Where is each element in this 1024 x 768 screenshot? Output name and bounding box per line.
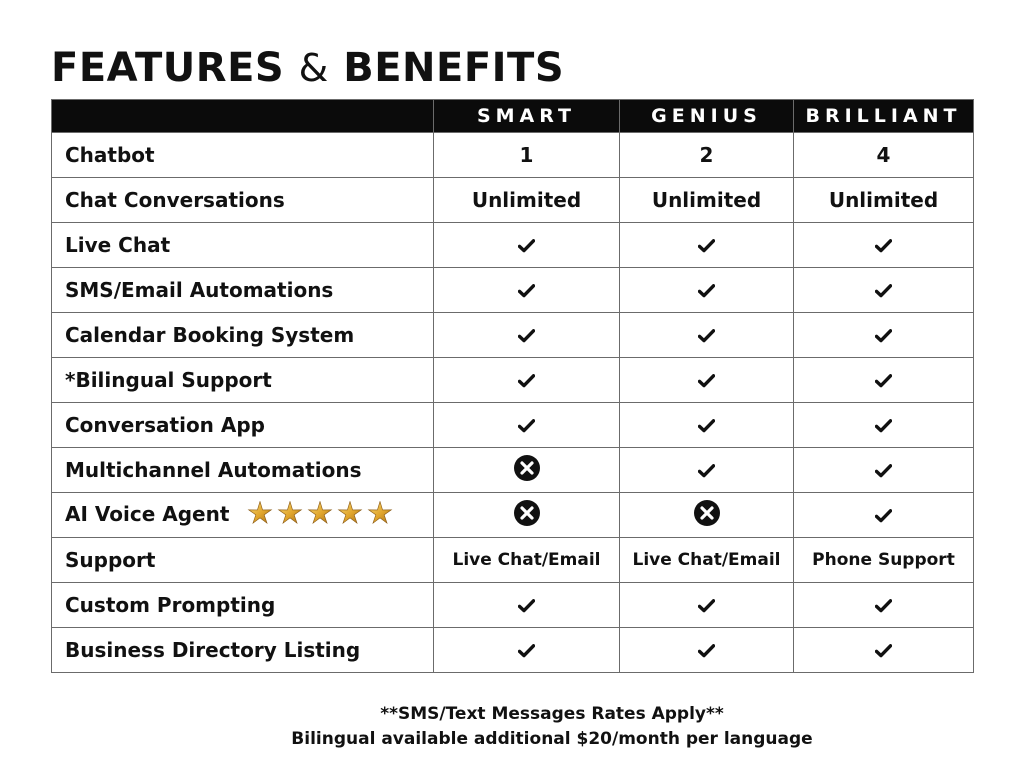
footnotes	[0, 702, 1024, 752]
value-cell-brilliant	[794, 493, 974, 538]
feature-label: Support	[65, 548, 156, 572]
table-row	[52, 358, 974, 403]
value-cell-brilliant	[794, 268, 974, 313]
table-row	[52, 538, 974, 583]
header-row	[52, 100, 974, 133]
value-cell-smart	[434, 178, 620, 223]
table-row	[52, 178, 974, 223]
value-cell-genius	[620, 223, 794, 268]
feature-cell	[52, 583, 434, 628]
table-row	[52, 628, 974, 673]
table-row	[52, 268, 974, 313]
value-cell-smart	[434, 223, 620, 268]
value-cell-smart	[434, 583, 620, 628]
column-header-smart: SMART	[434, 100, 620, 133]
feature-cell	[52, 538, 434, 583]
table-row	[52, 493, 974, 538]
features-table	[51, 99, 974, 673]
value-cell-smart	[434, 493, 620, 538]
value-cell-genius	[620, 178, 794, 223]
x-circle-icon	[513, 454, 541, 487]
checkmark-icon	[875, 369, 892, 393]
value-cell-smart	[434, 358, 620, 403]
checkmark-icon	[875, 639, 892, 663]
table-row	[52, 133, 974, 178]
feature-cell	[52, 223, 434, 268]
checkmark-icon	[875, 504, 892, 528]
value-cell-genius	[620, 358, 794, 403]
value-cell-genius	[620, 313, 794, 358]
title-benefits: BENEFITS	[343, 45, 565, 91]
footnote-sms-rates: **SMS/Text Messages Rates Apply**	[380, 704, 724, 724]
gold-star-icon	[307, 500, 337, 524]
column-header-brilliant: BRILLIANT	[794, 100, 974, 133]
table-row	[52, 223, 974, 268]
gold-star-icon	[247, 500, 277, 524]
gold-star-icon	[337, 500, 367, 524]
checkmark-icon	[698, 279, 715, 303]
feature-cell	[52, 133, 434, 178]
value-cell-smart	[434, 448, 620, 493]
feature-cell	[52, 628, 434, 673]
checkmark-icon	[698, 324, 715, 348]
value-cell-genius	[620, 583, 794, 628]
value-cell-brilliant	[794, 358, 974, 403]
feature-cell	[52, 178, 434, 223]
table-body	[52, 133, 974, 673]
value-text: Live Chat/Email	[452, 550, 601, 570]
value-text: Unlimited	[471, 188, 582, 212]
value-text: 4	[876, 143, 891, 167]
feature-cell	[52, 448, 434, 493]
page-title	[51, 42, 564, 94]
column-header-genius: GENIUS	[620, 100, 794, 133]
checkmark-icon	[875, 594, 892, 618]
gold-star-icon	[367, 500, 397, 524]
checkmark-icon	[698, 414, 715, 438]
checkmark-icon	[698, 594, 715, 618]
feature-cell	[52, 268, 434, 313]
value-cell-genius	[620, 133, 794, 178]
checkmark-icon	[698, 639, 715, 663]
value-cell-brilliant	[794, 403, 974, 448]
title-features: FEATURES	[51, 45, 285, 91]
table-row	[52, 313, 974, 358]
value-cell-brilliant	[794, 178, 974, 223]
value-cell-genius	[620, 628, 794, 673]
value-cell-brilliant	[794, 448, 974, 493]
value-cell-brilliant	[794, 133, 974, 178]
checkmark-icon	[518, 414, 535, 438]
checkmark-icon	[518, 279, 535, 303]
gold-star-icon	[277, 500, 307, 524]
value-text: Phone Support	[812, 550, 955, 570]
checkmark-icon	[518, 324, 535, 348]
feature-label: SMS/Email Automations	[65, 278, 334, 302]
value-cell-brilliant	[794, 583, 974, 628]
checkmark-icon	[518, 234, 535, 258]
feature-label: Chat Conversations	[65, 188, 285, 212]
value-text: Unlimited	[651, 188, 762, 212]
feature-label: Chatbot	[65, 143, 155, 167]
value-cell-brilliant	[794, 223, 974, 268]
value-text: Live Chat/Email	[632, 550, 781, 570]
checkmark-icon	[875, 234, 892, 258]
value-cell-genius	[620, 538, 794, 583]
value-cell-smart	[434, 268, 620, 313]
value-text: Unlimited	[828, 188, 939, 212]
value-cell-brilliant	[794, 313, 974, 358]
value-text: 1	[519, 143, 534, 167]
star-rating	[247, 500, 397, 526]
checkmark-icon	[518, 369, 535, 393]
table-row	[52, 448, 974, 493]
feature-cell	[52, 403, 434, 448]
checkmark-icon	[875, 324, 892, 348]
checkmark-icon	[518, 594, 535, 618]
value-cell-smart	[434, 133, 620, 178]
value-cell-smart	[434, 628, 620, 673]
feature-cell	[52, 493, 434, 538]
feature-label: Custom Prompting	[65, 593, 276, 617]
feature-cell	[52, 358, 434, 403]
feature-label: AI Voice Agent	[65, 501, 230, 526]
checkmark-icon	[698, 369, 715, 393]
feature-label: Calendar Booking System	[65, 323, 355, 347]
feature-label: Multichannel Automations	[65, 458, 362, 482]
feature-cell	[52, 313, 434, 358]
value-cell-brilliant	[794, 538, 974, 583]
value-cell-genius	[620, 403, 794, 448]
value-cell-smart	[434, 538, 620, 583]
x-circle-icon	[693, 499, 721, 532]
feature-label: Conversation App	[65, 413, 265, 437]
x-circle-icon	[513, 499, 541, 532]
footnote-bilingual-pricing: Bilingual available additional $20/month per language	[291, 729, 813, 749]
checkmark-icon	[875, 414, 892, 438]
checkmark-icon	[875, 459, 892, 483]
checkmark-icon	[875, 279, 892, 303]
value-text: 2	[699, 143, 714, 167]
feature-label: Business Directory Listing	[65, 638, 361, 662]
table-row	[52, 583, 974, 628]
feature-label: *Bilingual Support	[65, 368, 272, 392]
value-cell-brilliant	[794, 628, 974, 673]
value-cell-genius	[620, 268, 794, 313]
title-ampersand: &	[298, 46, 329, 90]
value-cell-smart	[434, 313, 620, 358]
value-cell-smart	[434, 403, 620, 448]
value-cell-genius	[620, 493, 794, 538]
checkmark-icon	[698, 459, 715, 483]
table-row	[52, 403, 974, 448]
header-feature-blank	[52, 100, 434, 133]
checkmark-icon	[698, 234, 715, 258]
value-cell-genius	[620, 448, 794, 493]
feature-label: Live Chat	[65, 233, 171, 257]
checkmark-icon	[518, 639, 535, 663]
